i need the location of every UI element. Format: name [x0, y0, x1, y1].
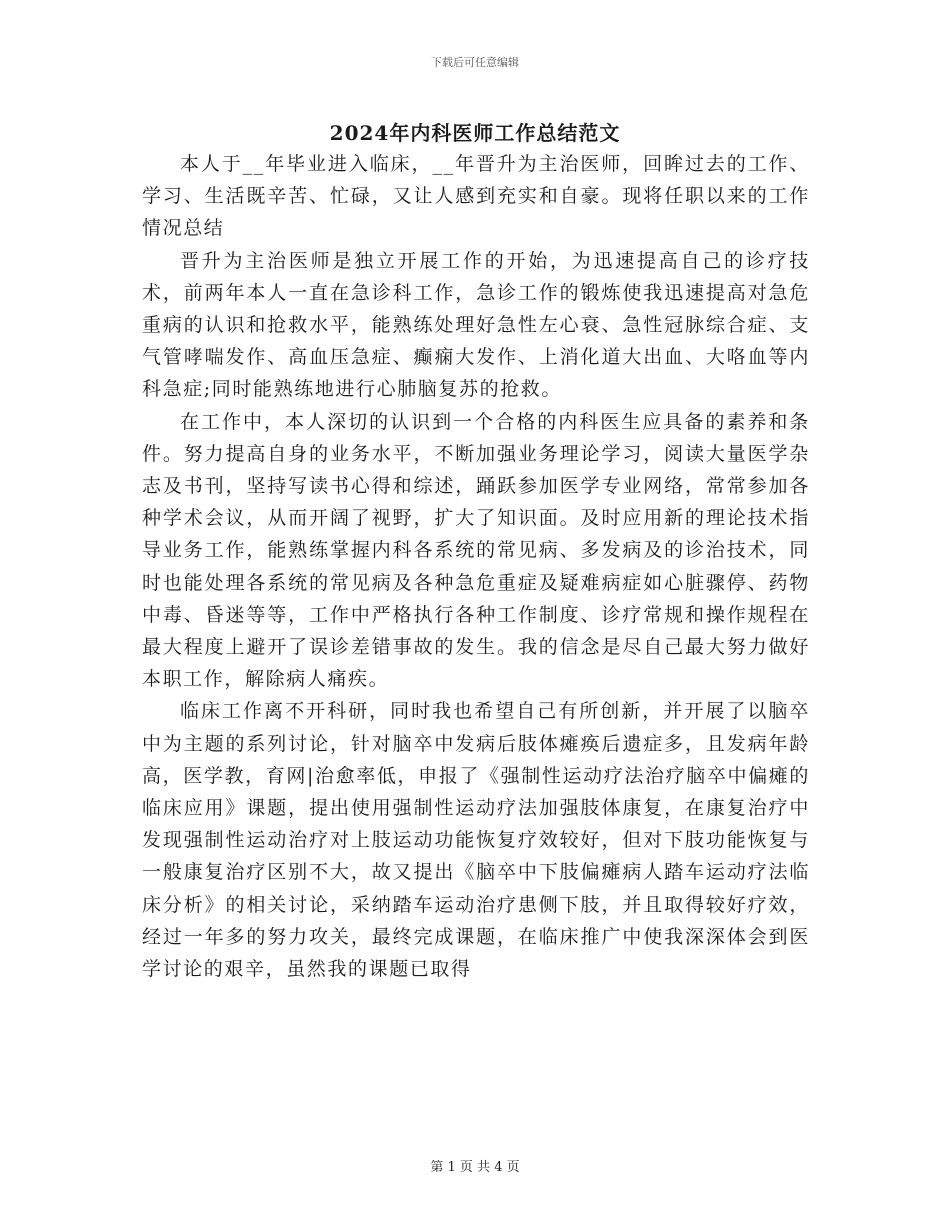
document-body: [142, 148, 810, 985]
paragraph: 临床工作离不开科研，同时我也希望自己有所创新，并开展了以脑卒中为主题的系列讨论，针对脑卒中发病后肢体瘫痪后遗症多，且发病年龄高，医学教，育网|治愈率低，申报了《强制性运动疗法治疗脑卒中偏瘫的临床应用》课题，提出使用强制性运动疗法加强肢体康复，在康复治疗中发现强制性运动治疗对上肢运动功能恢复疗效较好，但对下肢功能恢复与一般康复治疗区别不大，故又提出《脑卒中下肢偏瘫病人踏车运动疗法临床分析》的相关讨论，采纳踏车运动治疗患侧下肢，并且取得较好疗效，经过一年多的努力攻关，最终完成课题，在临床推广中使我深深体会到医学讨论的艰辛，虽然我的课题已取得: [142, 700, 810, 981]
page-header: 下载后可任意编辑: [431, 56, 519, 69]
paragraph: 在工作中，本人深切的认识到一个合格的内科医生应具备的素养和条件。努力提高自身的业务水平，不断加强业务理论学习，阅读大量医学杂志及书刊，坚持写读书心得和综述，踊跃参加医学专业网络，常常参加各种学术会议，从而开阔了视野，扩大了知识面。及时应用新的理论技术指导业务工作，能熟练掌握内科各系统的常见病、多发病及的诊治技术，同时也能处理各系统的常见病及各种急危重症及疑难病症如心脏骤停、药物中毒、昏迷等等，工作中严格执行各种工作制度、诊疗常规和操作规程在最大程度上避开了误诊差错事故的发生。我的信念是尽自己最大努力做好本职工作，解除病人痛疾。: [142, 410, 810, 691]
page-footer: 第 1 页 共 4 页: [430, 1160, 520, 1175]
paragraph: 晋升为主治医师是独立开展工作的开始，为迅速提高自己的诊疗技术，前两年本人一直在急诊科工作，急诊工作的锻炼使我迅速提高对急危重病的认识和抢救水平，能熟练处理好急性左心衰、急性冠脉综合症、支气管哮喘发作、高血压急症、癫痫大发作、上消化道大出血、大咯血等内科急症;同时能熟练地进行心肺脑复苏的抢救。: [142, 249, 810, 401]
document-title: 2024年内科医师工作总结范文: [329, 121, 621, 145]
paragraph: 本人于__年毕业进入临床，__年晋升为主治医师，回眸过去的工作、学习、生活既辛苦、忙碌，又让人感到充实和自豪。现将任职以来的工作情况总结: [142, 153, 810, 240]
